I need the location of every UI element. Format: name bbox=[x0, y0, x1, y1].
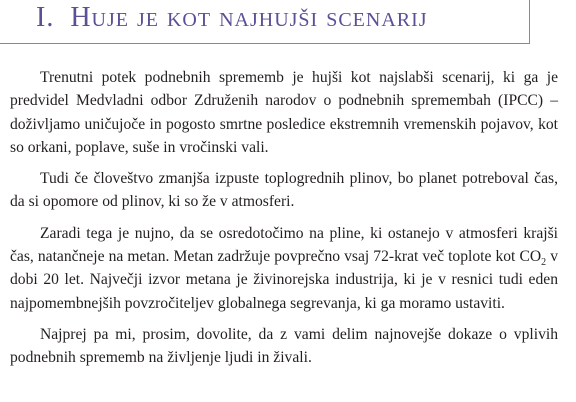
paragraph-3-start: Zaradi tega je nujno, da se osredotočimo na pline, ki ostanejo v atmosferi krajši čas, natančneje na metan. Metan zadržuje povprečno vsaj 72-krat več toplote kot CO bbox=[10, 224, 558, 266]
co2-subscript: 2 bbox=[541, 257, 547, 269]
section-title: Huje je kot najhujši scenarij bbox=[70, 2, 428, 33]
paragraph-1: Trenutni potek podnebnih sprememb je hujši kot najslabši scenarij, ki ga je predvidel Medvladni odbor Združenih narodov o podnebnih spremembah (IPCC) – doživljamo uničujoče in pogosto smrtne posledice ekstremnih vremenskih pojavov, kot so orkani, poplave, suše in vročinski vali. bbox=[10, 69, 558, 156]
paragraph-3 bbox=[10, 222, 558, 315]
section-heading bbox=[36, 2, 428, 34]
paragraph-2: Tudi če človeštvo zmanjša izpuste toplogrednih plinov, bo planet potreboval čas, da si opomore od plinov, ki so že v atmosferi. bbox=[10, 170, 558, 211]
paragraph-4: Najprej pa mi, prosim, dovolite, da z vami delim najnovejše dokaze o vplivih podnebnih sprememb na življenje ljudi in živali. bbox=[10, 325, 558, 367]
section-number: I. bbox=[36, 2, 55, 33]
body-text bbox=[10, 66, 558, 378]
section-heading-box bbox=[0, 0, 530, 44]
paragraph-3-end: v dobi 20 let. Največji izvor metana je živinorejska industrija, ki je v resnici tudi eden najpomembnejših povzročiteljev globalnega segrevanja, ki ga moramo ustaviti. bbox=[10, 248, 558, 312]
